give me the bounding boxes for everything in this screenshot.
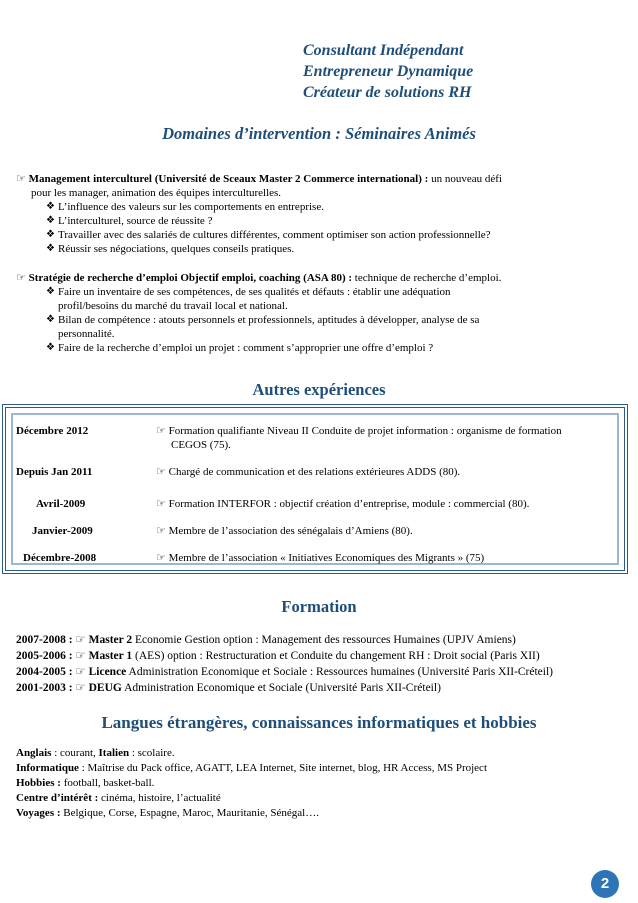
experience-date: Décembre-2008 [23,552,97,564]
pointing-hand-icon: ☞ [75,650,86,662]
formation-row: 2007-2008 : ☞ Master 2 Economie Gestion option : Management des ressources Humaines (UPJV Amiens) [16,634,516,646]
pointing-hand-icon: ☞ [156,525,166,537]
experience-desc: ☞ Membre de l’association des sénégalais d’Amiens (80). [156,525,413,537]
list-item-cont: profil/besoins du marché du travail local et national. [58,300,288,312]
formation-row: 2004-2005 : ☞ Licence Administration Economique et Sociale : Ressources humaines (Université Paris XII-Créteil) [16,666,553,678]
pointing-hand-icon: ☞ [75,666,86,678]
item-lead-line [16,172,616,186]
langues-list [16,746,626,821]
section-title-langues: Langues étrangères, connaissances informatiques et hobbies [101,713,537,732]
diamond-bullet-icon: ❖ [46,342,55,353]
section-title-domaines: Domaines d’intervention : Séminaires Animés [162,124,476,143]
item-lead: Stratégie de recherche d’emploi Objectif emploi, coaching (ASA 80) : [28,272,353,284]
list-item: ❖ Faire de la recherche d’emploi un projet : comment s’approprier une offre d’emploi ? [46,342,434,354]
header-line-1: Consultant Indépendant [303,42,464,59]
pointing-hand-icon: ☞ [75,634,86,646]
pointing-hand-icon: ☞ [156,466,166,478]
domaines-item-2 [16,271,616,355]
experience-date: Janvier-2009 [32,525,93,537]
pointing-hand-icon: ☞ [156,425,166,437]
pointing-hand-icon: ☞ [16,173,26,185]
hobbies-row: Hobbies : football, basket-ball. [16,777,155,789]
header-line-3: Créateur de solutions RH [303,84,472,101]
list-item-cont: personnalité. [58,328,115,340]
experience-desc: ☞ Formation INTERFOR : objectif création d’entreprise, module : commercial (80). [156,498,530,510]
list-item: ❖ Réussir ses négociations, quelques conseils pratiques. [46,243,295,255]
item-lead-line [16,271,616,285]
formation-row: 2005-2006 : ☞ Master 1 (AES) option : Restructuration et Conduite du changement RH : Droit social (Paris XII) [16,650,540,662]
list-item: ❖ L’influence des valeurs sur les comportements en entreprise. [46,201,324,213]
langues-row: Anglais : courant, Italien : scolaire. [16,747,175,759]
domaines-item-1 [16,172,616,256]
diamond-bullet-icon: ❖ [46,229,55,240]
formation-list [16,632,626,696]
experience-date: Décembre 2012 [16,425,89,437]
experience-frame [2,404,628,574]
page-number-badge: 2 [591,870,619,898]
diamond-bullet-icon: ❖ [46,215,55,226]
section-title-autres: Autres expériences [252,380,386,399]
experience-desc: ☞ Formation qualifiante Niveau II Conduite de projet information : organisme de formation CEGOS (75). [156,425,562,451]
diamond-bullet-icon: ❖ [46,201,55,212]
diamond-bullet-icon: ❖ [46,286,55,297]
experience-desc: ☞ Membre de l’association « Initiatives Economiques des Migrants » (75) [156,552,485,564]
list-item: ❖ L’interculturel, source de réussite ? [46,215,213,227]
list-item: ❖ Travailler avec des salariés de cultures différentes, comment optimiser son action professionnelle? [46,229,491,241]
diamond-bullet-icon: ❖ [46,243,55,254]
experience-date: Depuis Jan 2011 [16,466,93,478]
experience-date: Avril-2009 [36,498,86,510]
item-lead: Management interculturel (Université de Sceaux Master 2 Commerce international) : [28,173,429,185]
pointing-hand-icon: ☞ [75,682,86,694]
pointing-hand-icon: ☞ [156,498,166,510]
informatique-row: Informatique : Maîtrise du Pack office, AGATT, LEA Internet, Site internet, blog, HR Access, MS Project [16,762,488,774]
centre-interet-row: Centre d’intérêt : cinéma, histoire, l’actualité [16,792,221,804]
experience-desc: ☞ Chargé de communication et des relations extérieures ADDS (80). [156,466,461,478]
header-line-2: Entrepreneur Dynamique [303,63,474,80]
item-text: un nouveau défi [431,173,502,185]
item-text: technique de recherche d’emploi. [354,272,502,284]
list-item: ❖ Bilan de compétence : atouts personnels et professionnels, aptitudes à développer, analyse de sa [46,314,480,326]
item-text-cont: pour les manager, animation des équipes interculturelles. [31,187,282,199]
voyages-row: Voyages : Belgique, Corse, Espagne, Maroc, Mauritanie, Sénégal…. [16,807,319,819]
list-item: ❖ Faire un inventaire de ses compétences, de ses qualités et défauts : établir une adéquation [46,286,451,298]
pointing-hand-icon: ☞ [156,552,166,564]
diamond-bullet-icon: ❖ [46,314,55,325]
pointing-hand-icon: ☞ [16,272,26,284]
header-block [303,40,473,103]
section-title-formation: Formation [281,597,357,616]
formation-row: 2001-2003 : ☞ DEUG Administration Economique et Sociale (Université Paris XII-Créteil) [16,682,441,694]
